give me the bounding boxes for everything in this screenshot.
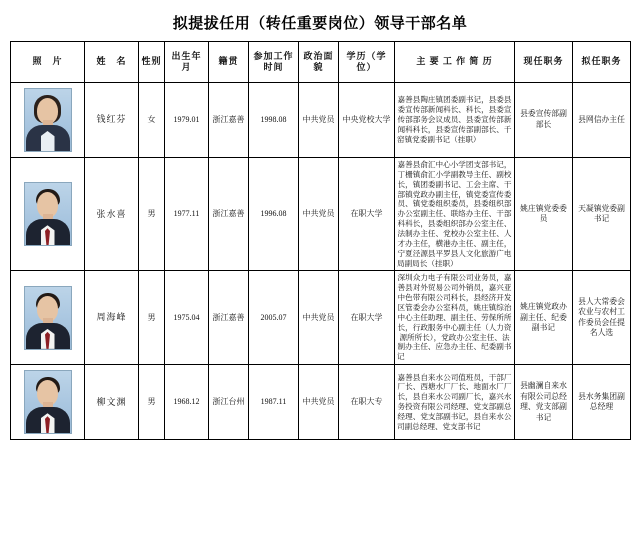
cell-proposed-post: 天凝镇党委副书记	[573, 158, 631, 271]
avatar	[24, 88, 72, 152]
cell-political-status: 中共党员	[299, 271, 339, 365]
cell-native-place: 浙江嘉善	[209, 83, 249, 158]
cell-sex: 女	[139, 83, 165, 158]
cell-work-time: 1987.11	[249, 365, 299, 440]
cell-current-post: 姚庄镇党委委员	[515, 158, 573, 271]
cell-birth: 1977.11	[165, 158, 209, 271]
roster-table	[10, 41, 631, 440]
photo-cell	[11, 271, 85, 365]
header-political-status: 政治面貌	[299, 42, 339, 83]
cell-sex: 男	[139, 365, 165, 440]
cell-education: 在职大学	[339, 158, 395, 271]
cell-birth: 1968.12	[165, 365, 209, 440]
header-native-place: 籍贯	[209, 42, 249, 83]
cell-education: 在职大学	[339, 271, 395, 365]
cell-education: 中央党校大学	[339, 83, 395, 158]
header-education: 学历（学位）	[339, 42, 395, 83]
avatar	[24, 370, 72, 434]
cell-sex: 男	[139, 271, 165, 365]
cell-name: 张水喜	[85, 158, 139, 271]
cell-name: 柳文渊	[85, 365, 139, 440]
cell-birth: 1979.01	[165, 83, 209, 158]
header-photo: 照 片	[11, 42, 85, 83]
cell-proposed-post: 县水务集团副总经理	[573, 365, 631, 440]
cell-proposed-post: 县网信办主任	[573, 83, 631, 158]
photo-cell	[11, 83, 85, 158]
header-birth: 出生年月	[165, 42, 209, 83]
table-row	[11, 365, 631, 440]
cell-sex: 男	[139, 158, 165, 271]
photo-cell	[11, 365, 85, 440]
cell-education: 在职大专	[339, 365, 395, 440]
table-row	[11, 271, 631, 365]
header-proposed-post: 拟任职务	[573, 42, 631, 83]
header-name: 姓 名	[85, 42, 139, 83]
photo-cell	[11, 158, 85, 271]
cell-work-time: 1996.08	[249, 158, 299, 271]
cell-native-place: 浙江嘉善	[209, 158, 249, 271]
header-sex: 性别	[139, 42, 165, 83]
cell-work-time: 1998.08	[249, 83, 299, 158]
cell-political-status: 中共党员	[299, 83, 339, 158]
header-current-post: 现任职务	[515, 42, 573, 83]
cell-current-post: 县委宣传部副部长	[515, 83, 573, 158]
table-header-row	[11, 42, 631, 83]
table-row	[11, 83, 631, 158]
table-row	[11, 158, 631, 271]
cell-birth: 1975.04	[165, 271, 209, 365]
avatar	[24, 286, 72, 350]
cell-name: 周海峰	[85, 271, 139, 365]
cell-resume: 深圳众力电子有限公司业务员，嘉善县对外贸易公司外销员，嘉兴亚中色带有限公司科长，县经济开发区管委会办公室科员，姚庄镇综治中心主任助理、副主任、劳保所所长，行政服务中心副主任（人力资源所所长），党政办公室主任、法制办主任、应急办主任、纪委副书记	[395, 271, 515, 365]
cell-native-place: 浙江嘉善	[209, 271, 249, 365]
cell-current-post: 县幽澜自来水有限公司总经理、党支部副书记	[515, 365, 573, 440]
page-title: 拟提拔任用（转任重要岗位）领导干部名单	[172, 15, 468, 32]
cell-name: 钱红芬	[85, 83, 139, 158]
cell-political-status: 中共党员	[299, 365, 339, 440]
cell-resume: 嘉善县自来水公司值班员，干部厂厂长、西塘水厂厂长、地面水厂厂长，县自来水公司副厂长，嘉兴水务投资有限公司经理、党支部副总经理、党支部副书记，县自来水公司副总经理、党支部书记	[395, 365, 515, 440]
cell-resume: 嘉善县陶庄镇团委副书记，县委县委宣传部新闻科长、科长，县委宣传部部务会议成员、县委宣传部新闻科科长，县委宣传部副部长、千窑镇党委副书记（挂职）	[395, 83, 515, 158]
header-resume: 主 要 工 作 简 历	[395, 42, 515, 83]
cell-political-status: 中共党员	[299, 158, 339, 271]
cell-work-time: 2005.07	[249, 271, 299, 365]
cell-resume: 嘉善县俞汇中心小学团支部书记，丁栅镇俞汇小学副教导主任、副校长，镇团委副书记、工会主席、干部镇党政办副主任，镇党委宣传委员、镇党委组织委员，县委组织部办公室副主任、联络办主任、干部科科长，县委组织部办公室主任、法制办主任、党校办公室主任、人才办主任，横港办主任、副主任，宁夏泾源县平罗县人文化旅游广电局副局长（挂职）	[395, 158, 515, 271]
cell-current-post: 姚庄镇党政办副主任、纪委副书记	[515, 271, 573, 365]
avatar	[24, 182, 72, 246]
header-work-time: 参加工作时间	[249, 42, 299, 83]
cell-proposed-post: 县人大常委会农业与农村工作委员会任提名人选	[573, 271, 631, 365]
cell-native-place: 浙江台州	[209, 365, 249, 440]
